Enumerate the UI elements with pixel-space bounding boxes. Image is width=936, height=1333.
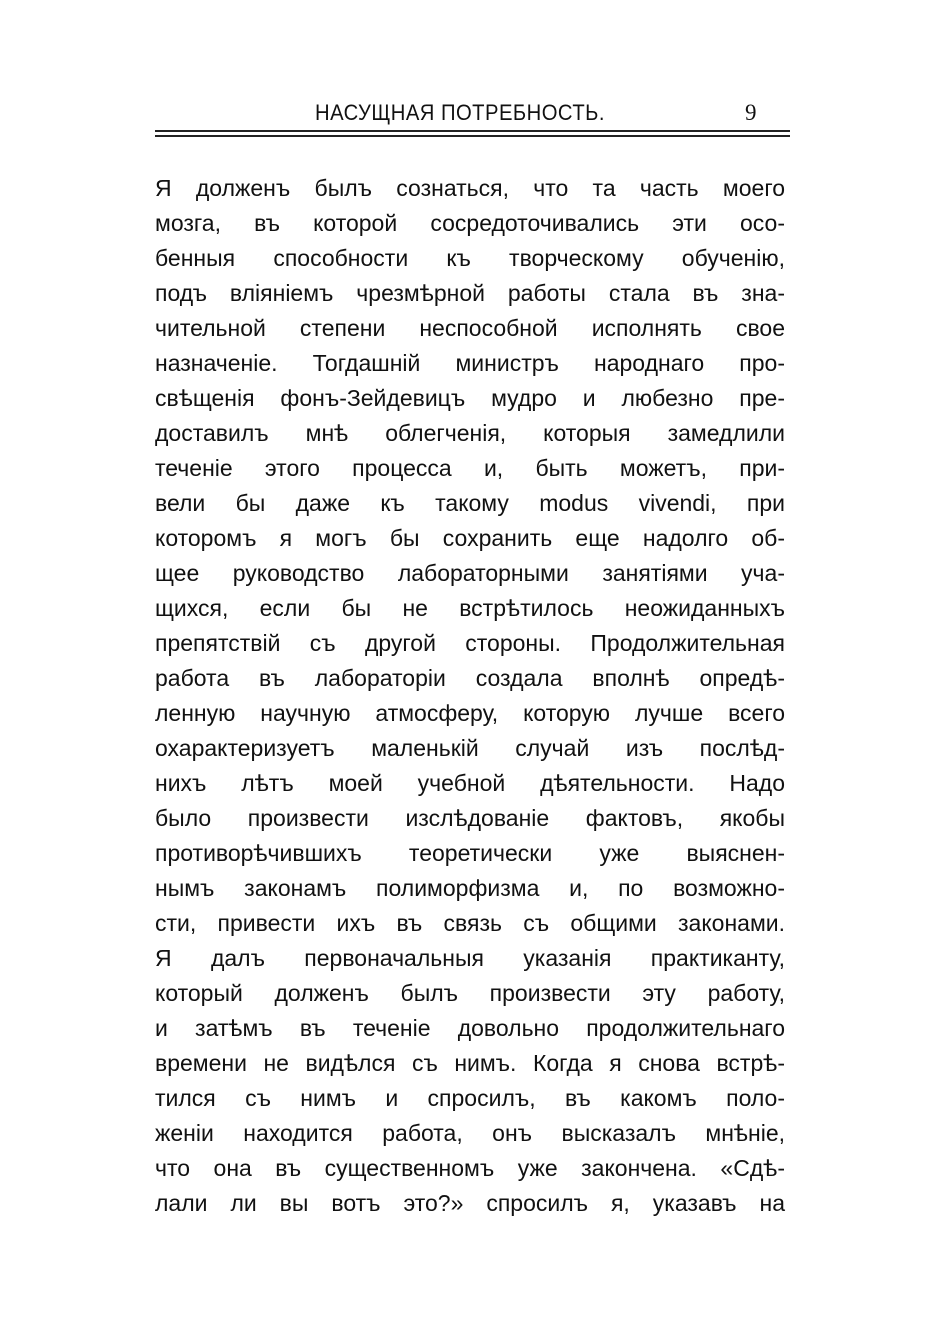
header-rule-top <box>155 130 790 132</box>
text-line: охарактеризуетъ маленькій случай изъ послѣд- <box>155 735 785 761</box>
page-header <box>155 98 790 138</box>
text-line: подъ вліяніемъ чрезмѣрной работы стала въ зна- <box>155 280 785 306</box>
page-number: 9 <box>745 100 757 125</box>
text-line: щее руководство лабораторными занятіями уча- <box>155 560 785 586</box>
text-line: нихъ лѣтъ моей учебной дѣятельности. Надо <box>155 770 785 796</box>
text-line: сти, привести ихъ въ связь съ общими законами. <box>155 910 785 936</box>
text-line: нымъ законамъ полиморфизма и, по возможно- <box>155 875 785 901</box>
text-line: щихся, если бы не встрѣтилось неожиданныхъ <box>155 595 785 621</box>
text-line: бенныя способности къ творческому обученію, <box>155 245 785 271</box>
text-line: времени не видѣлся съ нимъ. Когда я снова встрѣ- <box>155 1050 785 1076</box>
body-text <box>155 172 785 1222</box>
text-line: чительной степени неспособной исполнять свое <box>155 315 785 341</box>
text-line: Я далъ первоначальныя указанія практиканту, <box>155 945 785 971</box>
text-line: препятствій съ другой стороны. Продолжительная <box>155 630 785 656</box>
text-line: вели бы даже къ такому modus vivendi, при <box>155 490 785 516</box>
text-line: назначеніе. Тогдашній министръ народнаго про- <box>155 350 785 376</box>
text-line: противорѣчившихъ теоретически уже выяснен- <box>155 840 785 866</box>
text-line: свѣщенія фонъ-Зейдевицъ мудро и любезно пре- <box>155 385 785 411</box>
text-line: работа въ лабораторіи создала вполнѣ опредѣ- <box>155 665 785 691</box>
text-line: тился съ нимъ и спросилъ, въ какомъ поло- <box>155 1085 785 1111</box>
text-line: что она въ существенномъ уже закончена. «Сдѣ- <box>155 1155 785 1181</box>
running-title: НАСУЩНАЯ ПОТРЕБНОСТЬ. <box>315 100 605 125</box>
text-line: которомъ я могъ бы сохранить еще надолго об- <box>155 525 785 551</box>
text-line: и затѣмъ въ теченіе довольно продолжительнаго <box>155 1015 785 1041</box>
text-line: лали ли вы вотъ это?» спросилъ я, указавъ на <box>155 1190 785 1216</box>
text-line: теченіе этого процесса и, быть можетъ, при- <box>155 455 785 481</box>
text-line: доставилъ мнѣ облегченія, которыя замедлили <box>155 420 785 446</box>
text-line: ленную научную атмосферу, которую лучше всего <box>155 700 785 726</box>
header-rule-bottom <box>155 135 790 137</box>
text-line: который долженъ былъ произвести эту работу, <box>155 980 785 1006</box>
text-line: Я долженъ былъ сознаться, что та часть моего <box>155 175 785 201</box>
text-line: было произвести изслѣдованіе фактовъ, якобы <box>155 805 785 831</box>
text-line: мозга, въ которой сосредоточивались эти осо- <box>155 210 785 236</box>
text-line: женіи находится работа, онъ высказалъ мнѣніе, <box>155 1120 785 1146</box>
